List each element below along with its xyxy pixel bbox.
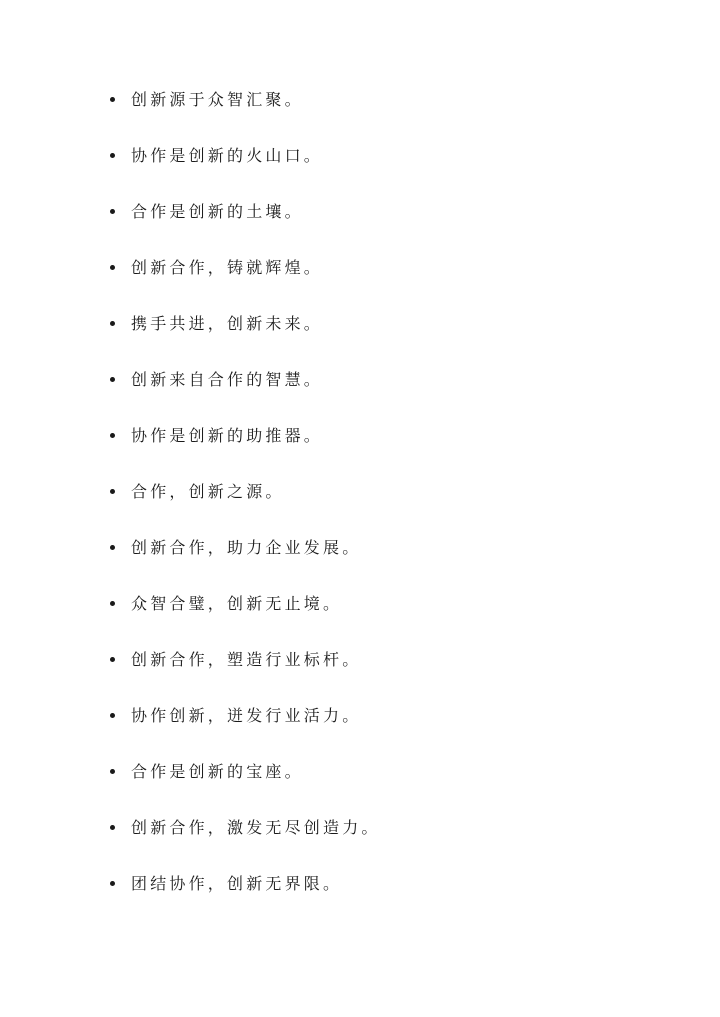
list-item-text: 协作创新，迸发行业活力。	[131, 706, 362, 725]
list-item-text: 协作是创新的助推器。	[131, 426, 324, 445]
list-item	[0, 88, 720, 144]
list-item	[0, 200, 720, 256]
list-item-text: 合作，创新之源。	[131, 482, 285, 501]
list-item	[0, 648, 720, 704]
list-item	[0, 256, 720, 312]
list-item-text: 团结协作，创新无界限。	[131, 874, 343, 893]
list-item	[0, 592, 720, 648]
list-item	[0, 144, 720, 200]
bullet-icon	[110, 97, 115, 102]
list-item-text: 创新合作，铸就辉煌。	[131, 258, 324, 277]
bullet-icon	[110, 545, 115, 550]
bullet-icon	[110, 153, 115, 158]
list-item-text: 合作是创新的宝座。	[131, 762, 304, 781]
list-item-text: 协作是创新的火山口。	[131, 146, 324, 165]
list-item-text: 合作是创新的土壤。	[131, 202, 304, 221]
bullet-icon	[110, 769, 115, 774]
bullet-icon	[110, 713, 115, 718]
list-item	[0, 704, 720, 760]
bullet-icon	[110, 489, 115, 494]
list-item	[0, 872, 720, 928]
bullet-icon	[110, 601, 115, 606]
list-item	[0, 480, 720, 536]
list-item	[0, 312, 720, 368]
list-item	[0, 816, 720, 872]
bullet-icon	[110, 881, 115, 886]
bullet-icon	[110, 377, 115, 382]
list-item-text: 创新源于众智汇聚。	[131, 90, 304, 109]
list-item	[0, 424, 720, 480]
bullet-icon	[110, 209, 115, 214]
list-item-text: 携手共进，创新未来。	[131, 314, 324, 333]
list-item-text: 创新合作，助力企业发展。	[131, 538, 362, 557]
bullet-icon	[110, 321, 115, 326]
list-item-text: 创新合作，塑造行业标杆。	[131, 650, 362, 669]
bullet-icon	[110, 433, 115, 438]
bullet-icon	[110, 265, 115, 270]
list-item	[0, 760, 720, 816]
slogan-list	[0, 88, 720, 928]
list-item	[0, 536, 720, 592]
list-item-text: 创新合作，激发无尽创造力。	[131, 818, 381, 837]
bullet-icon	[110, 825, 115, 830]
list-item	[0, 368, 720, 424]
list-item-text: 众智合璧，创新无止境。	[131, 594, 343, 613]
list-item-text: 创新来自合作的智慧。	[131, 370, 324, 389]
bullet-icon	[110, 657, 115, 662]
